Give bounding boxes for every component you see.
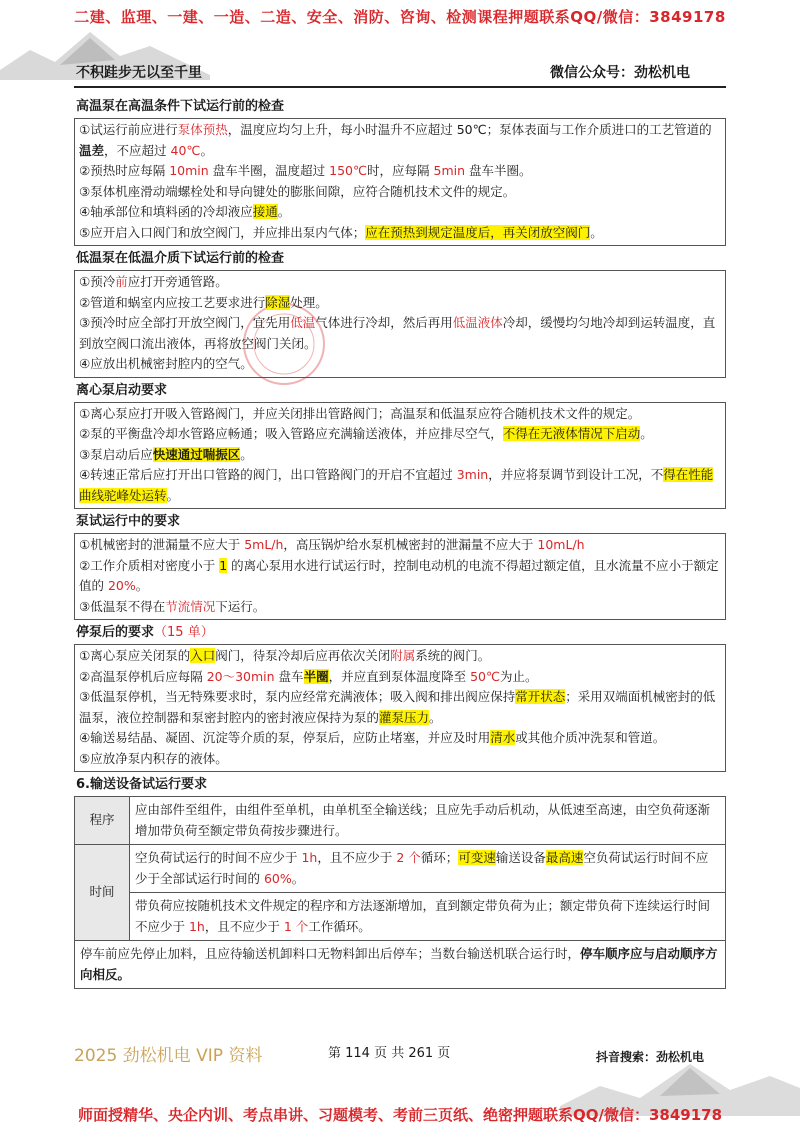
section-box: [74, 270, 726, 378]
table-row: [75, 845, 726, 893]
header-wechat: 微信公众号：劲松机电: [550, 65, 690, 81]
list-item: ⑤应开启入口阀门和放空阀门，并应排出泵内气体；应在预热到规定温度后，再关闭放空阀门。: [79, 224, 603, 240]
list-item: ④应放出机械密封腔内的空气。: [79, 356, 253, 371]
section-title: 停泵后的要求（15 单）: [76, 625, 214, 640]
section-title: 低温泵在低温介质下试运行前的检查: [76, 251, 285, 266]
footer-search-hint: 抖音搜索：劲松机电: [595, 1050, 704, 1064]
list-item: ①离心泵应打开吸入管路阀门，并应关闭排出管路阀门；高温泵和低温泵应符合随机技术文件的规定。: [79, 405, 641, 421]
table-cell: 应由部件至组件，由组件至单机，由单机至全输送线；且应先手动后机动，从低速至高速，由空负荷逐渐增加带负荷至额定带负荷按步骤进行。: [130, 797, 726, 845]
header-divider: [74, 86, 726, 88]
list-item: ④转速正常后应打开出口管路的阀门，出口管路阀门的开启不宜超过 3min，并应将泵调节到设计工况，不得在性能曲线驼峰处运转。: [79, 467, 714, 503]
list-item: ②高温泵停机后应每隔 20～30min 盘车半圈，并应直到泵体温度降至 50℃为止。: [79, 668, 538, 684]
table-row: [75, 941, 726, 989]
section-box: [74, 118, 726, 246]
table-cell: 空负荷试运行的时间不应少于 1h，且不应少于 2 个循环；可变速输送设备最高速空负荷试运行时间不应少于全部试运行时间的 60%。: [130, 845, 726, 893]
bottom-banner: 师面授精华、央企内训、考点串讲、习题模考、考前三页纸、绝密押题联系QQ/微信：3849178: [77, 1106, 723, 1124]
list-item: ③低温泵停机，当无特殊要求时，泵内应经常充满液体；吸入阀和排出阀应保持常开状态；采用双端面机械密封的低温泵，液位控制器和泵密封腔内的密封液应保持为泵的灌泵压力。: [79, 689, 716, 725]
section-title: 离心泵启动要求: [76, 382, 168, 398]
section-title: 高温泵在高温条件下试运行前的检查: [76, 99, 285, 114]
list-item: ①试运行前应进行泵体预热，温度应均匀上升，每小时温升不应超过 50℃；泵体表面与工作介质进口的工艺管道的温差，不应超过 40℃。: [79, 122, 712, 158]
list-item: ⑤应放净泵内积存的液体。: [79, 750, 228, 766]
table-cell: 带负荷应按随机技术文件规定的程序和方法逐渐增加，直到额定带负荷为止；额定带负荷下连续运行时间不应少于 1h，且不应少于 1 个工作循环。: [130, 893, 726, 941]
page-content: [74, 94, 726, 989]
list-item: ②管道和蜗室内应按工艺要求进行除湿处理。: [79, 294, 328, 310]
table-label: 程序: [75, 797, 130, 845]
table-label: 时间: [75, 845, 130, 941]
list-item: ③泵体机座滑动端螺栓处和导向键处的膨胀间隙，应符合随机技术文件的规定。: [79, 183, 516, 199]
table-cell: 停车前应先停止加料，且应待输送机卸料口无物料卸出后停车；当数台输送机联合运行时，停车顺序应与启动顺序方向相反。: [75, 941, 726, 989]
list-item: ②泵的平衡盘冷却水管路应畅通；吸入管路应充满输送液体，并应排尽空气，不得在无液体情况下启动。: [79, 426, 653, 441]
section-box: [74, 533, 726, 620]
section-title: 6.输送设备试运行要求: [76, 777, 207, 792]
conveyor-table: [74, 796, 726, 989]
footer-brand: 2025 劲松机电 VIP 资料: [74, 1046, 263, 1066]
section-box: [74, 644, 726, 772]
list-item: ②预热时应每隔 10min 盘车半圈，温度超过 150℃时，应每隔 5min 盘车半圈。: [79, 163, 532, 178]
list-item: ④轴承部位和填料函的冷却液应接通。: [79, 204, 291, 219]
list-item: ①预冷前应打开旁通管路。: [79, 274, 228, 289]
table-row: [75, 893, 726, 941]
list-item: ③低温泵不得在节流情况下运行。: [79, 598, 266, 614]
section-box: [74, 402, 726, 510]
list-item: ②工作介质相对密度小于 1 的离心泵用水进行试运行时，控制电动机的电流不得超过额定值，且水流量不应小于额定值的 20%。: [79, 557, 719, 593]
list-item: ④输送易结晶、凝固、沉淀等介质的泵，停泵后，应防止堵塞，并应及时用清水或其他介质冲洗泵和管道。: [79, 730, 666, 745]
list-item: ③泵启动后应快速通过喘振区。: [79, 446, 253, 462]
list-item: ①机械密封的泄漏量不应大于 5mL/h，高压锅炉给水泵机械密封的泄漏量不应大于 10mL/h: [79, 537, 585, 552]
section-note: （15 单）: [154, 625, 214, 640]
list-item: ①离心泵应关闭泵的入口阀门，待泵冷却后应再依次关闭附属系统的阀门。: [79, 648, 491, 663]
header-motto: 不积跬步无以至千里: [76, 65, 202, 81]
top-banner: 二建、监理、一建、一造、二造、安全、消防、咨询、检测课程押题联系QQ/微信：3849178: [74, 8, 726, 26]
table-row: [75, 797, 726, 845]
section-title: 泵试运行中的要求: [76, 514, 181, 529]
page-number: 第 114 页 共 261 页: [328, 1046, 451, 1061]
list-item: ③预冷时应全部打开放空阀门，宜先用低温气体进行冷却，然后再用低温液体冷却，缓慢均匀地冷却到运转温度，直到放空阀口流出液体，再将放空阀门关闭。: [79, 315, 716, 351]
